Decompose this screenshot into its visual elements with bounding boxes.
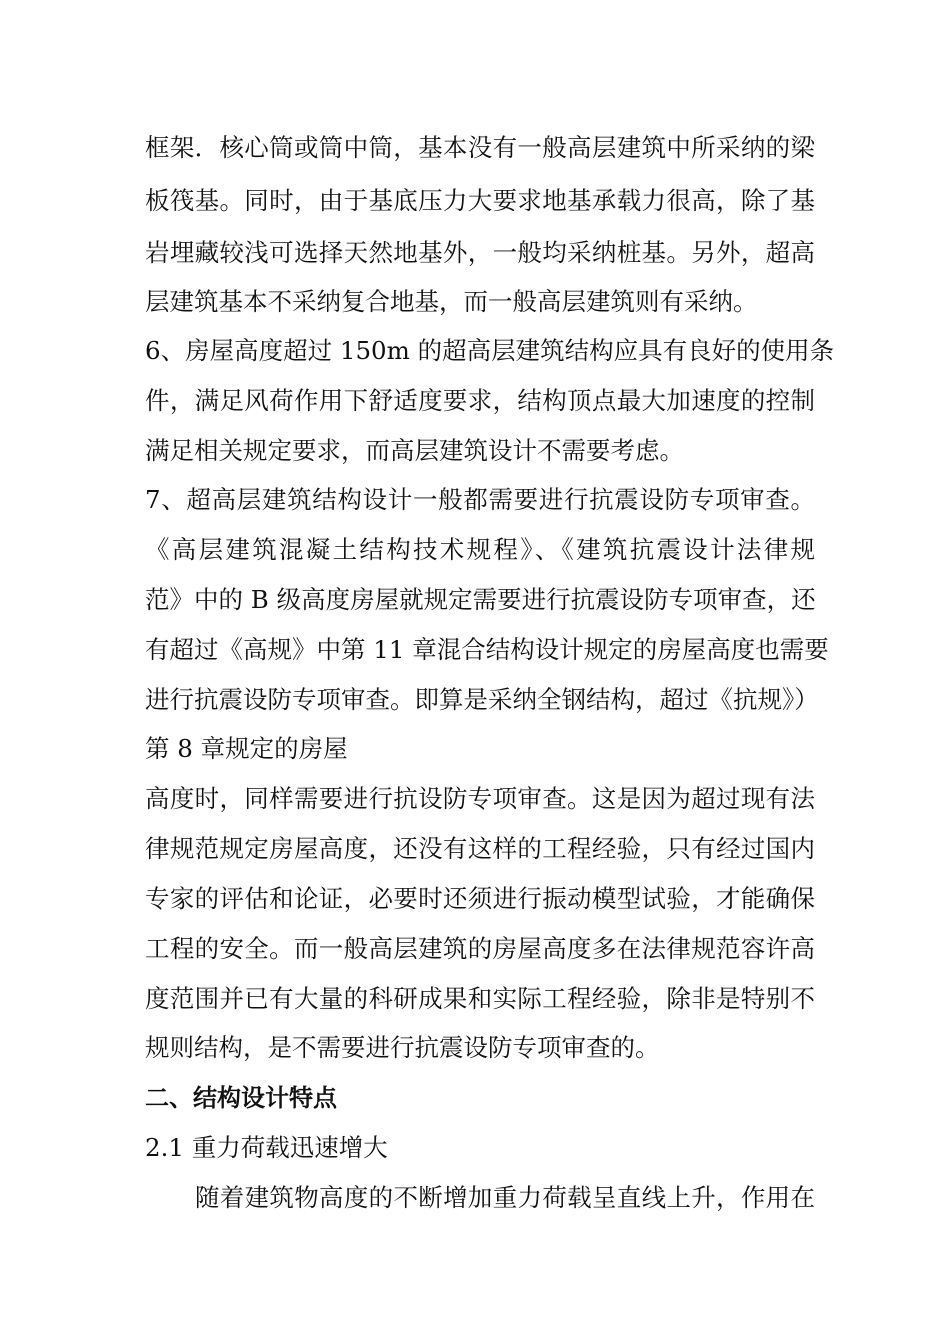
text-line: 度范围并已有大量的科研成果和实际工程经验，除非是特别不	[145, 984, 815, 1013]
text-line: 板筏基。同时，由于基底压力大要求地基承载力很高，除了基	[145, 186, 815, 215]
section-heading: 二、结构设计特点	[145, 1084, 337, 1112]
text-line: 专家的评估和论证，必要时还须进行振动模型试验，才能确保	[145, 884, 815, 913]
text-line: 第 8 章规定的房屋	[145, 734, 348, 763]
subsection-heading: 2.1 重力荷载迅速增大	[145, 1133, 388, 1162]
text-line: 层建筑基本不采纳复合地基，而一般高层建筑则有采纳。	[145, 287, 758, 316]
text-line: 律规范规定房屋高度，还没有这样的工程经验，只有经过国内	[145, 834, 815, 863]
text-line: 有超过《高规》中第 11 章混合结构设计规定的房屋高度也需要	[145, 635, 829, 664]
paragraph-first-line: 随着建筑物高度的不断增加重力荷载呈直线上升，作用在	[195, 1183, 815, 1212]
text-line: 满足相关规定要求，而高层建筑设计不需要考虑。	[145, 436, 684, 465]
text-line: 进行抗震设防专项审查。即算是采纳全钢结构，超过《抗规》）	[145, 685, 819, 714]
text-line: 高度时，同样需要进行抗设防专项审查。这是因为超过现有法	[145, 784, 815, 813]
text-line: 范》中的 B 级高度房屋就规定需要进行抗震设防专项审查，还	[145, 585, 816, 614]
text-line: 框架．核心筒或筒中筒，基本没有一般高层建筑中所采纳的梁	[145, 133, 815, 162]
text-line: 规则结构，是不需要进行抗震设防专项审查的。	[145, 1033, 660, 1062]
text-line: 工程的安全。而一般高层建筑的房屋高度多在法律规范容许高	[145, 934, 815, 963]
text-line: 岩埋藏较浅可选择天然地基外，一般均采纳桩基。另外，超高	[145, 238, 815, 267]
text-line: 7、超高层建筑结构设计一般都需要进行抗震设防专项审查。	[145, 485, 815, 514]
text-line: 《高层建筑混凝土结构技术规程》、《建筑抗震设计法律规	[145, 535, 815, 564]
text-line: 件，满足风荷作用下舒适度要求，结构顶点最大加速度的控制	[145, 386, 815, 415]
text-line: 6、房屋高度超过 150m 的超高层建筑结构应具有良好的使用条	[145, 336, 835, 365]
